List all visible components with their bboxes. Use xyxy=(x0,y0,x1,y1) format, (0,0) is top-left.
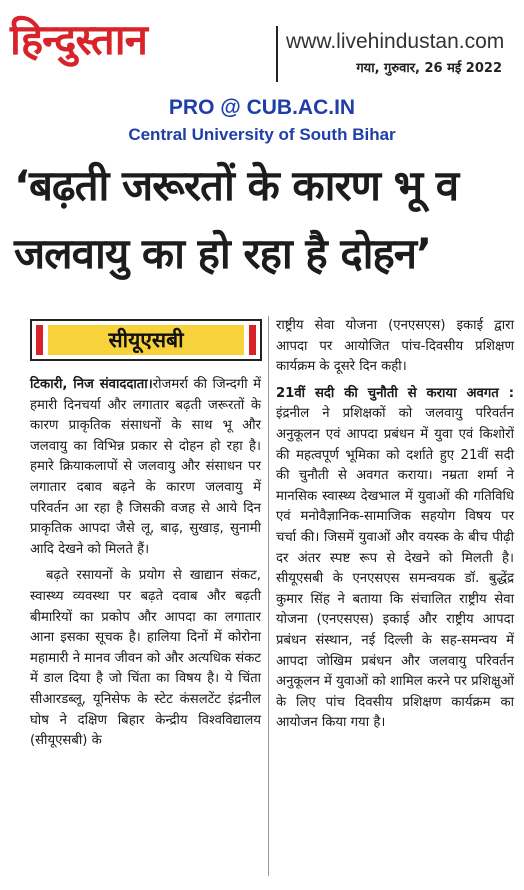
article-column-right xyxy=(276,316,514,740)
paragraph-1-text: रोजमर्रा की जिन्दगी में हमारी दिनचर्या और लगातार बढ़ती जरूरतों के कारण प्राकृतिक संसाधनों के साथ भू और जलवायु का विभिन्न प्रकार से दोहन हो रहा है। हमारे क्रियाकलापों से जलवायु और संसाधन पर लगातार दबाव बढ़ने के कारण जलवायु में परिवर्तन आ रहा है जिसकी वजह से आये दिन प्राकृतिक आपदा जैसे लू, बाढ़, सुखाड़, सुनामी आदि देखने को मिलते हैं। xyxy=(30,377,261,557)
column-divider xyxy=(268,316,269,876)
site-url: www.livehindustan.com xyxy=(286,30,505,53)
paragraph-4-text: इंद्रनील ने प्रशिक्षकों को जलवायु परिवर्तन अनुकूलन एवं आपदा प्रबंधन में युवा एवं किशोरों की महत्वपूर्ण भूमिका को दर्शाते हुए 21वीं सदी की चुनौती से अवगत कराया। नम्रता शर्मा ने मानसिक स्वास्थ्य देखभाल में युवाओं की गतिविधि एवं मनोवैज्ञानिक-सामाजिक सहयोग विषय पर चर्चा की। जिसमें युवाओं और वयस्क के बीच पीढ़ी दर अंतर स्पष्ट रूप से देखने को मिलती है। सीयूएसबी के एनएसएस समन्वयक डॉ. बुद्धेंद्र कुमार सिंह ने बताया कि संचालित राष्ट्रीय सेवा योजना (एनएसएस) इकाई और राष्ट्रीय आपदा प्रबंधन संस्थान, नई दिल्ली के सह-समन्वय में आपदा जोखिम प्रबंधन और जलवायु परिवर्तन अनुकूलन में युवाओं को शामिल करने पर प्रशिक्षुओं के लिए पांच दिवसीय प्रशिक्षण कार्यक्रम का आयोजन किया गया है। xyxy=(276,406,514,731)
paragraph-4 xyxy=(276,384,514,734)
tag-bar-left xyxy=(36,325,43,355)
masthead xyxy=(0,0,524,86)
newspaper-logo: हिन्दुस्तान xyxy=(10,15,147,64)
masthead-divider xyxy=(276,26,278,82)
paragraph-1 xyxy=(30,375,261,560)
headline-line-2: जलवायु का हो रहा है दोहन’ xyxy=(14,229,432,278)
article-column-left xyxy=(30,375,261,758)
subheading: 21वीं सदी की चुनौती से कराया अवगत : xyxy=(276,385,514,401)
headline xyxy=(14,152,524,288)
section-tag-label: सीयूएसबी xyxy=(48,325,244,355)
byline: टिकारी, निज संवाददाता। xyxy=(30,377,153,392)
stamp-university: Central University of South Bihar xyxy=(128,125,396,144)
paragraph-3: राष्ट्रीय सेवा योजना (एनएसएस) इकाई द्वारा आपदा पर आयोजित पांच-दिवसीय प्रशिक्षण कार्यक्रम के दूसरे दिन कही। xyxy=(276,318,514,375)
section-tag xyxy=(30,319,262,361)
stamp-email: PRO @ CUB.AC.IN xyxy=(168,96,356,119)
headline-line-1: ‘बढ़ती जरूरतों के कारण भू व xyxy=(14,161,459,210)
tag-bar-right xyxy=(249,325,256,355)
dateline: गया, गुरुवार, 26 मई 2022 xyxy=(356,61,502,76)
paragraph-2: बढ़ते रसायनों के प्रयोग से खाद्यान संकट, स्वास्थ्य व्यवस्था पर बढ़ते दवाब और बढ़ती बीमारियों का प्रकोप और आपदा का लगातार आना इसका सूचक है। हालिया दिनों में कोरोना महामारी ने मानव जीवन को और अत्यधिक संकट में डाल दिया है जो चिंता का विषय है। ये चिंता सीआरडब्लू, यूनिसेफ के स्टेट कंसलटेंट इंद्रनील घोष ने दक्षिण बिहार केन्द्रीय विश्वविद्यालय (सीयूएसबी) के xyxy=(30,568,261,749)
